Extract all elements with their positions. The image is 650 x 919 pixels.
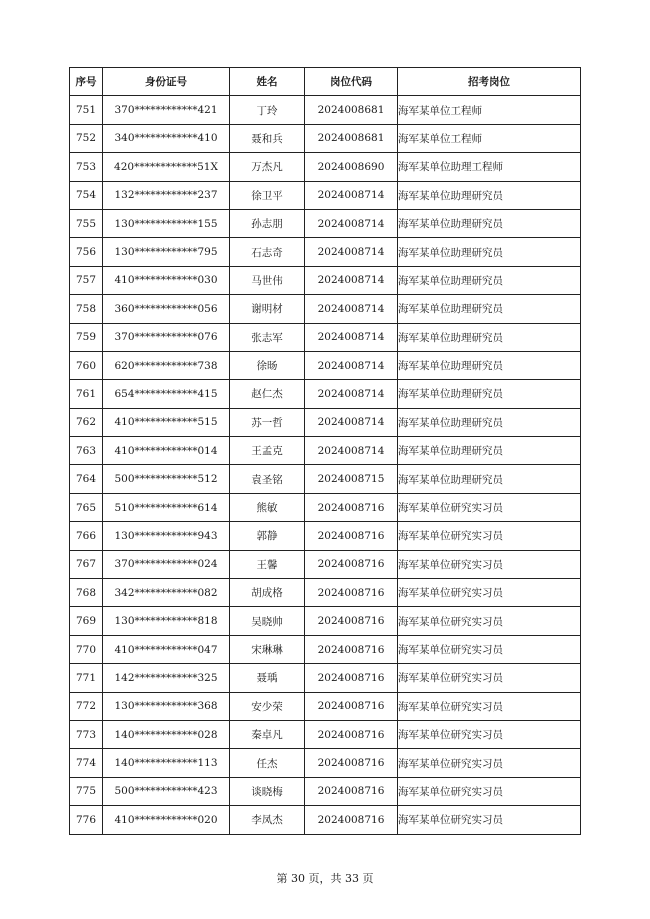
cell-position: 海军某单位助理研究员 (398, 465, 581, 493)
table-row (70, 209, 581, 237)
cell-name: 安少荣 (230, 692, 305, 720)
cell-name: 徐卫平 (230, 181, 305, 209)
cell-position: 海军某单位助理研究员 (398, 323, 581, 351)
cell-name: 聂和兵 (230, 124, 305, 152)
table-row (70, 266, 581, 294)
table-row (70, 777, 581, 805)
cell-id-number: 420************51X (103, 153, 230, 181)
cell-name: 王孟克 (230, 437, 305, 465)
cell-serial-number: 775 (70, 777, 103, 805)
table-row (70, 579, 581, 607)
cell-position-code: 2024008716 (305, 579, 398, 607)
cell-serial-number: 752 (70, 124, 103, 152)
cell-serial-number: 766 (70, 522, 103, 550)
cell-position: 海军某单位助理研究员 (398, 209, 581, 237)
table-row (70, 806, 581, 834)
cell-position-code: 2024008714 (305, 238, 398, 266)
cell-serial-number: 751 (70, 96, 103, 124)
cell-serial-number: 768 (70, 579, 103, 607)
cell-position-code: 2024008690 (305, 153, 398, 181)
table-row (70, 238, 581, 266)
cell-id-number: 410************047 (103, 635, 230, 663)
cell-position-code: 2024008681 (305, 96, 398, 124)
cell-name: 秦卓凡 (230, 720, 305, 748)
header-name: 姓名 (230, 68, 305, 96)
table-header (70, 68, 581, 96)
cell-name: 胡成格 (230, 579, 305, 607)
cell-position-code: 2024008716 (305, 720, 398, 748)
cell-position-code: 2024008714 (305, 266, 398, 294)
cell-serial-number: 771 (70, 664, 103, 692)
cell-position: 海军某单位研究实习员 (398, 806, 581, 834)
cell-id-number: 410************020 (103, 806, 230, 834)
cell-position: 海军某单位研究实习员 (398, 692, 581, 720)
table-row (70, 351, 581, 379)
cell-position: 海军某单位研究实习员 (398, 493, 581, 521)
header-position: 招考岗位 (398, 68, 581, 96)
cell-position: 海军某单位研究实习员 (398, 607, 581, 635)
cell-position-code: 2024008716 (305, 635, 398, 663)
cell-position-code: 2024008714 (305, 295, 398, 323)
table-row (70, 408, 581, 436)
cell-id-number: 130************818 (103, 607, 230, 635)
cell-id-number: 654************415 (103, 380, 230, 408)
cell-name: 谢明材 (230, 295, 305, 323)
table-row (70, 153, 581, 181)
header-id-number: 身份证号 (103, 68, 230, 96)
cell-serial-number: 755 (70, 209, 103, 237)
cell-serial-number: 758 (70, 295, 103, 323)
cell-id-number: 130************795 (103, 238, 230, 266)
candidate-table (69, 67, 581, 835)
cell-name: 宋琳琳 (230, 635, 305, 663)
table-row (70, 749, 581, 777)
cell-position: 海军某单位研究实习员 (398, 777, 581, 805)
cell-id-number: 130************155 (103, 209, 230, 237)
page-number: 第 30 页，共 33 页 (276, 872, 374, 885)
cell-position-code: 2024008716 (305, 607, 398, 635)
cell-name: 袁圣铭 (230, 465, 305, 493)
cell-id-number: 620************738 (103, 351, 230, 379)
cell-position: 海军某单位研究实习员 (398, 550, 581, 578)
table-row (70, 124, 581, 152)
table-row (70, 635, 581, 663)
cell-serial-number: 770 (70, 635, 103, 663)
table-row (70, 664, 581, 692)
cell-position-code: 2024008714 (305, 181, 398, 209)
cell-serial-number: 760 (70, 351, 103, 379)
cell-serial-number: 765 (70, 493, 103, 521)
cell-id-number: 360************056 (103, 295, 230, 323)
cell-position: 海军某单位助理工程师 (398, 153, 581, 181)
cell-position-code: 2024008716 (305, 550, 398, 578)
header-row (70, 68, 581, 96)
table-row (70, 437, 581, 465)
cell-position-code: 2024008714 (305, 437, 398, 465)
cell-position: 海军某单位工程师 (398, 96, 581, 124)
cell-id-number: 410************515 (103, 408, 230, 436)
cell-name: 王馨 (230, 550, 305, 578)
cell-id-number: 132************237 (103, 181, 230, 209)
cell-position-code: 2024008714 (305, 323, 398, 351)
cell-id-number: 410************030 (103, 266, 230, 294)
cell-serial-number: 757 (70, 266, 103, 294)
cell-name: 吴晓帅 (230, 607, 305, 635)
cell-id-number: 370************421 (103, 96, 230, 124)
cell-serial-number: 769 (70, 607, 103, 635)
cell-serial-number: 759 (70, 323, 103, 351)
cell-name: 万杰凡 (230, 153, 305, 181)
cell-serial-number: 753 (70, 153, 103, 181)
cell-name: 孙志朋 (230, 209, 305, 237)
cell-id-number: 500************423 (103, 777, 230, 805)
table-row (70, 522, 581, 550)
cell-id-number: 510************614 (103, 493, 230, 521)
cell-position: 海军某单位助理研究员 (398, 266, 581, 294)
table-row (70, 692, 581, 720)
cell-position: 海军某单位研究实习员 (398, 749, 581, 777)
cell-name: 聂瑀 (230, 664, 305, 692)
cell-serial-number: 761 (70, 380, 103, 408)
cell-serial-number: 776 (70, 806, 103, 834)
cell-serial-number: 756 (70, 238, 103, 266)
header-serial-number: 序号 (70, 68, 103, 96)
cell-serial-number: 763 (70, 437, 103, 465)
cell-position-code: 2024008716 (305, 692, 398, 720)
cell-position: 海军某单位研究实习员 (398, 579, 581, 607)
cell-name: 张志军 (230, 323, 305, 351)
cell-position: 海军某单位助理研究员 (398, 181, 581, 209)
table-row (70, 607, 581, 635)
cell-name: 谈晓梅 (230, 777, 305, 805)
cell-position: 海军某单位助理研究员 (398, 408, 581, 436)
cell-id-number: 130************368 (103, 692, 230, 720)
cell-id-number: 370************076 (103, 323, 230, 351)
cell-position-code: 2024008714 (305, 209, 398, 237)
cell-position-code: 2024008716 (305, 493, 398, 521)
cell-position: 海军某单位研究实习员 (398, 635, 581, 663)
cell-position-code: 2024008714 (305, 351, 398, 379)
table-row (70, 493, 581, 521)
cell-position-code: 2024008716 (305, 749, 398, 777)
cell-position-code: 2024008716 (305, 522, 398, 550)
cell-serial-number: 754 (70, 181, 103, 209)
cell-position: 海军某单位助理研究员 (398, 238, 581, 266)
cell-id-number: 342************082 (103, 579, 230, 607)
cell-position-code: 2024008715 (305, 465, 398, 493)
cell-id-number: 410************014 (103, 437, 230, 465)
cell-name: 苏一哲 (230, 408, 305, 436)
cell-position: 海军某单位助理研究员 (398, 295, 581, 323)
table-row (70, 380, 581, 408)
cell-position-code: 2024008716 (305, 777, 398, 805)
cell-id-number: 130************943 (103, 522, 230, 550)
cell-id-number: 340************410 (103, 124, 230, 152)
cell-position: 海军某单位研究实习员 (398, 720, 581, 748)
cell-position-code: 2024008681 (305, 124, 398, 152)
cell-name: 马世伟 (230, 266, 305, 294)
table-row (70, 295, 581, 323)
table-body (70, 96, 581, 834)
table-row (70, 323, 581, 351)
cell-position-code: 2024008716 (305, 806, 398, 834)
cell-serial-number: 772 (70, 692, 103, 720)
table-row (70, 720, 581, 748)
cell-position: 海军某单位助理研究员 (398, 380, 581, 408)
cell-id-number: 142************325 (103, 664, 230, 692)
cell-position: 海军某单位研究实习员 (398, 664, 581, 692)
cell-id-number: 140************113 (103, 749, 230, 777)
cell-name: 李凤杰 (230, 806, 305, 834)
cell-serial-number: 773 (70, 720, 103, 748)
cell-name: 徐旸 (230, 351, 305, 379)
table-row (70, 550, 581, 578)
cell-position: 海军某单位研究实习员 (398, 522, 581, 550)
cell-name: 赵仁杰 (230, 380, 305, 408)
cell-position: 海军某单位助理研究员 (398, 351, 581, 379)
cell-name: 任杰 (230, 749, 305, 777)
cell-serial-number: 762 (70, 408, 103, 436)
cell-serial-number: 764 (70, 465, 103, 493)
table-row (70, 181, 581, 209)
cell-id-number: 500************512 (103, 465, 230, 493)
cell-serial-number: 774 (70, 749, 103, 777)
cell-position-code: 2024008714 (305, 380, 398, 408)
cell-name: 石志奇 (230, 238, 305, 266)
table-row (70, 465, 581, 493)
cell-name: 丁玲 (230, 96, 305, 124)
cell-position-code: 2024008716 (305, 664, 398, 692)
cell-position: 海军某单位工程师 (398, 124, 581, 152)
cell-name: 熊敏 (230, 493, 305, 521)
cell-name: 郭静 (230, 522, 305, 550)
cell-position-code: 2024008714 (305, 408, 398, 436)
header-position-code: 岗位代码 (305, 68, 398, 96)
cell-serial-number: 767 (70, 550, 103, 578)
cell-id-number: 140************028 (103, 720, 230, 748)
cell-position: 海军某单位助理研究员 (398, 437, 581, 465)
table-row (70, 96, 581, 124)
cell-id-number: 370************024 (103, 550, 230, 578)
